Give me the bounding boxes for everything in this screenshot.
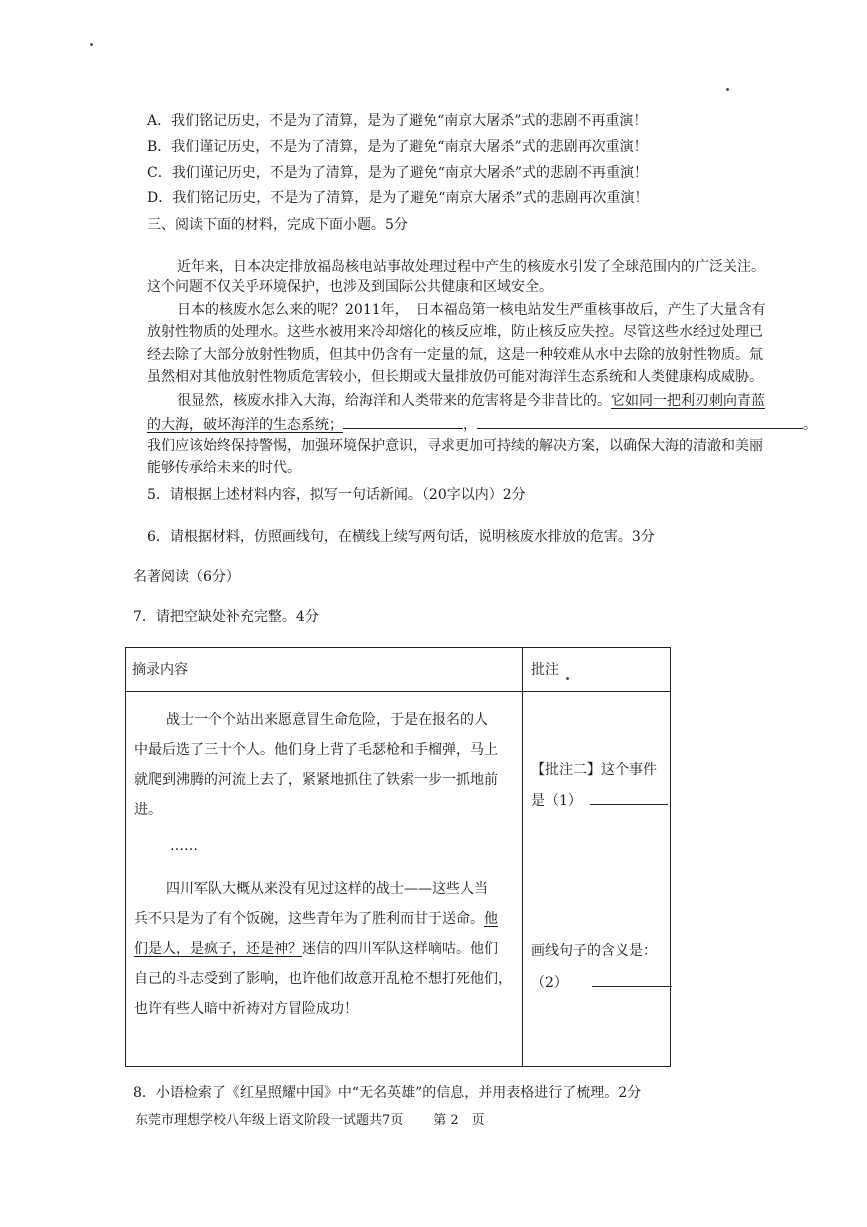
excerpt2-underlined-part1: 他 bbox=[484, 911, 498, 927]
footer-page-number: 第 2 页 bbox=[433, 1113, 485, 1128]
passage-p2-line3: 经去除了大部分放射性物质，但其中仍含有一定量的氚，这是一种较难从水中去除的放射性物质。氚 bbox=[147, 347, 763, 363]
excerpt2-line2-text: 兵不只是为了有个饭碗，这些青年为了胜利而甘于送命。 bbox=[134, 911, 484, 927]
option-c: C．我们谨记历史，不是为了清算，是为了避免“南京大屠杀”式的悲剧不再重演！ bbox=[147, 165, 649, 181]
scan-speck bbox=[90, 43, 93, 46]
note2-label: 是（1） bbox=[531, 793, 582, 809]
excerpt2-line1: 四川军队大概从来没有见过这样的战士——这些人当 bbox=[166, 881, 488, 897]
passage-p2-line2: 放射性物质的处理水。这些水被用来冷却熔化的核反应堆，防止核反应失控。尽管这些水经过处理已 bbox=[147, 324, 763, 340]
excerpt-cell bbox=[126, 692, 523, 1067]
answer-blank-note-2[interactable] bbox=[592, 972, 672, 987]
passage-p1-line2: 这个问题不仅关乎环境保护，也涉及到国际公共健康和区域安全。 bbox=[147, 279, 553, 295]
scan-speck bbox=[726, 88, 729, 91]
passage-p2-line4: 虽然相对其他放射性物质危害较小，但长期或大量排放仍可能对海洋生态系统和人类健康构成威胁。 bbox=[147, 369, 763, 385]
scan-speck bbox=[566, 677, 569, 680]
passage-p3-line1 bbox=[177, 391, 765, 411]
mingzhu-heading: 名著阅读（6分） bbox=[133, 569, 240, 585]
header-note-label: 批注 bbox=[531, 662, 559, 678]
excerpt1-line4: 进。 bbox=[134, 802, 162, 818]
passage-p1-line1: 近年来，日本决定排放福岛核电站事故处理过程中产生的核废水引发了全球范围内的广泛关注。 bbox=[177, 259, 765, 275]
excerpt1-line1: 战士一个个站出来愿意冒生命危险，于是在报名的人 bbox=[166, 712, 488, 728]
answer-blank-2[interactable] bbox=[477, 414, 803, 429]
note2-line1: 【批注二】这个事件 bbox=[531, 762, 657, 778]
passage-p2-line1: 日本的核废水怎么来的呢？2011年， 日本福岛第一核电站发生严重核事故后，产生了大量含有 bbox=[177, 302, 766, 318]
blank-period: 。 bbox=[803, 417, 817, 433]
excerpt2-underlined-part2: 们是人，是疯子，还是神？ bbox=[134, 941, 302, 957]
excerpt2-line3 bbox=[134, 939, 498, 959]
excerpt2-line4: 自己的斗志受到了影响，也许他们故意开乱枪不想打死他们， bbox=[134, 971, 512, 987]
table-header-note bbox=[523, 648, 671, 692]
section-heading: 三、阅读下面的材料，完成下面小题。5分 bbox=[147, 217, 408, 233]
answer-blank-note-1[interactable] bbox=[590, 790, 668, 805]
passage-p3-line3: 我们应该始终保持警惕，加强环境保护意识，寻求更加可持续的解决方案，以确保大海的清澈和美丽 bbox=[147, 438, 763, 454]
excerpt2-line3-text: 迷信的四川军队这样嘀咕。他们 bbox=[302, 941, 498, 957]
note-cell bbox=[523, 692, 671, 1067]
question-8: 8．小语检索了《红星照耀中国》中“无名英雄”的信息，并用表格进行了梳理。2分 bbox=[133, 1085, 642, 1101]
table-header-excerpt bbox=[126, 648, 523, 692]
footer-title: 东莞市理想学校八年级上语文阶段一试题共7页 bbox=[135, 1113, 404, 1128]
note2-line2 bbox=[531, 790, 668, 811]
excerpt1-line2: 中最后选了三十个人。他们身上背了毛瑟枪和手榴弹，马上 bbox=[134, 742, 498, 758]
answer-blank-1[interactable] bbox=[343, 414, 463, 429]
excerpt2-line5: 也许有些人暗中祈祷对方冒险成功！ bbox=[134, 1001, 358, 1017]
note3-line1: 画线句子的含义是： bbox=[531, 943, 657, 959]
question-6: 6．请根据材料，仿照画线句，在横线上续写两句话，说明核废水排放的危害。3分 bbox=[147, 529, 655, 545]
option-a: A．我们铭记历史，不是为了清算，是为了避免“南京大屠杀”式的悲剧不再重演！ bbox=[147, 113, 648, 129]
annotation-table bbox=[125, 647, 671, 1067]
ellipsis: …… bbox=[170, 838, 198, 854]
excerpt2-line2 bbox=[134, 909, 498, 929]
passage-p3-line4: 能够传承给未来的时代。 bbox=[147, 460, 301, 476]
option-b: B．我们谨记历史，不是为了清算，是为了避免“南京大屠杀”式的悲剧再次重演！ bbox=[147, 139, 648, 155]
blank-comma: ， bbox=[463, 417, 477, 433]
question-5: 5．请根据上述材料内容，拟写一句话新闻。（20字以内）2分 bbox=[147, 487, 526, 503]
underlined-sentence-part2: 的大海，破坏海洋的生态系统； bbox=[147, 417, 343, 433]
underlined-sentence-part1: 它如同一把利刃刺向青蓝 bbox=[611, 393, 765, 409]
note3-line2 bbox=[531, 972, 672, 993]
question-7: 7．请把空缺处补充完整。4分 bbox=[133, 609, 319, 625]
excerpt1-line3: 就爬到沸腾的河流上去了，紧紧地抓住了铁索一步一抓地前 bbox=[134, 772, 498, 788]
note3-label: （2） bbox=[531, 975, 568, 991]
footer-text bbox=[135, 1111, 485, 1131]
passage-p3-text: 很显然，核废水排入大海，给海洋和人类带来的危害将是今非昔比的。 bbox=[177, 393, 611, 409]
option-d: D．我们铭记历史，不是为了清算，是为了避免“南京大屠杀”式的悲剧再次重演！ bbox=[147, 190, 649, 206]
header-excerpt-label: 摘录内容 bbox=[132, 662, 188, 678]
passage-p3-line2 bbox=[147, 414, 817, 435]
